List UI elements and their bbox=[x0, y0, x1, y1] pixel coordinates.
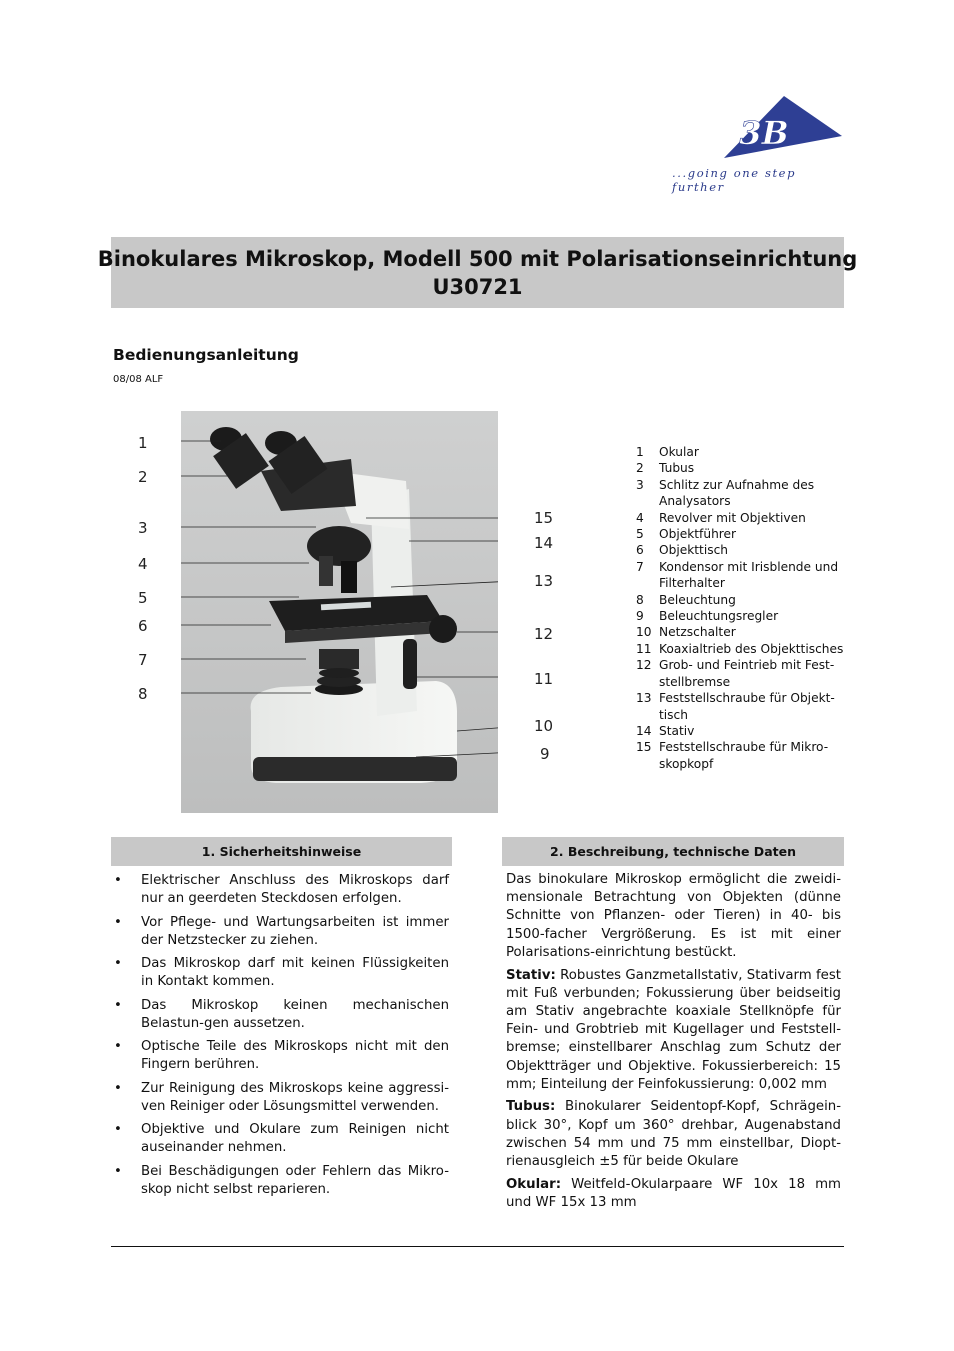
callout-1: 1 bbox=[138, 434, 148, 452]
document-date: 08/08 ALF bbox=[113, 374, 164, 385]
callout-2: 2 bbox=[138, 468, 148, 486]
microscope-photo bbox=[181, 411, 498, 813]
parts-list-item bbox=[636, 542, 846, 558]
callout-6: 6 bbox=[138, 617, 148, 635]
logo-brand: 3B bbox=[739, 114, 789, 152]
callout-14: 14 bbox=[534, 534, 554, 552]
parts-list-item bbox=[636, 723, 846, 739]
safety-item bbox=[111, 1121, 452, 1157]
title-box bbox=[97, 237, 858, 308]
part-number: 1 bbox=[636, 445, 644, 459]
safety-list bbox=[111, 872, 452, 1204]
bullet: • bbox=[114, 914, 122, 930]
callout-10: 10 bbox=[534, 717, 554, 735]
part-number: 4 bbox=[636, 510, 644, 525]
description-intro: Das binokulare Mikroskop ermöglicht die zweidi-mensionale Betrachtung von Objekten (dünne Schnitte von Pflanzen- oder Tieren) in 40- bis 1500-facher Vergrößerung. Es ist mit einer Polarisations-einrichtung bestückt. bbox=[506, 872, 841, 960]
okular-text: Weitfeld-Okularpaare WF 10x 18 mm und WF 15x 13 mm bbox=[506, 1176, 841, 1210]
title-line-2: U30721 bbox=[432, 274, 523, 299]
bullet: • bbox=[114, 1039, 122, 1054]
part-label: Schlitz zur Aufnahme des Analysators bbox=[659, 477, 815, 509]
callout-numbers-right bbox=[534, 411, 574, 813]
description-okular bbox=[506, 1176, 841, 1212]
part-number: 2 bbox=[636, 461, 644, 476]
bullet: • bbox=[114, 873, 122, 888]
callout-7: 7 bbox=[138, 651, 148, 669]
description-tubus bbox=[506, 1098, 841, 1171]
part-label: Tubus bbox=[659, 461, 695, 476]
parts-list-item bbox=[636, 460, 846, 476]
part-label: Grob- und Feintrieb mit Fest-stellbremse bbox=[659, 658, 835, 689]
part-number: 10 bbox=[636, 625, 652, 640]
part-number: 6 bbox=[636, 543, 644, 558]
callout-3: 3 bbox=[138, 519, 148, 537]
safety-item-text: Optische Teile des Mikroskops nicht mit den Fingern berühren. bbox=[141, 1039, 449, 1072]
safety-item-text: Bei Beschädigungen oder Fehlern das Mikro-skop nicht selbst reparieren. bbox=[141, 1163, 449, 1197]
safety-item bbox=[111, 1080, 452, 1116]
description-stativ bbox=[506, 967, 841, 1094]
parts-list-item bbox=[636, 444, 846, 460]
parts-list-item bbox=[636, 526, 846, 542]
logo-tagline: ...going one step further bbox=[672, 166, 797, 194]
safety-item-text: Das Mikroskop keinen mechanischen Belastun-gen aussetzen. bbox=[141, 997, 449, 1031]
document-subtitle: Bedienungsanleitung bbox=[113, 346, 299, 364]
section-heading-safety: 1. Sicherheitshinweise bbox=[111, 837, 452, 866]
parts-list-item bbox=[636, 592, 846, 608]
parts-list-item bbox=[636, 559, 846, 592]
safety-item bbox=[111, 1038, 452, 1074]
part-label: Beleuchtung bbox=[659, 592, 736, 607]
part-label: Objektführer bbox=[659, 527, 737, 542]
safety-item-text: Vor Pflege- und Wartungsarbeiten ist immer der Netzstecker zu ziehen. bbox=[141, 914, 449, 948]
callout-4: 4 bbox=[138, 555, 148, 573]
part-number: 13 bbox=[636, 691, 652, 706]
description-text bbox=[506, 871, 841, 1217]
footer-rule bbox=[111, 1246, 844, 1247]
parts-list-item bbox=[636, 739, 846, 772]
part-number: 9 bbox=[636, 609, 644, 624]
callout-8: 8 bbox=[138, 685, 148, 703]
tubus-label: Tubus: bbox=[506, 1099, 556, 1115]
part-label: Feststellschraube für Objekt-tisch bbox=[659, 691, 835, 722]
safety-item-text: Das Mikroskop darf mit keinen Flüssigkeiten in Kontakt kommen. bbox=[141, 956, 449, 989]
part-label: Objekttisch bbox=[659, 543, 728, 558]
parts-list-item bbox=[636, 641, 846, 657]
callout-11: 11 bbox=[534, 670, 554, 688]
part-label: Koaxialtrieb des Objekttisches bbox=[659, 641, 844, 656]
callout-9: 9 bbox=[540, 745, 550, 763]
title-line-1: Binokulares Mikroskop, Modell 500 mit Polarisationseinrichtung bbox=[97, 246, 858, 271]
safety-item bbox=[111, 955, 452, 991]
part-number: 11 bbox=[636, 641, 652, 656]
stativ-text: Robustes Ganzmetallstativ, Stativarm fest mit Fuß verbunden; Fokussierung über beidseitig am Stativ angebrachte koaxiale Stellknöpfe für Fein- und Grobtrieb mit Kugellager und Feststell-bremse; einstellbarer Anschlag zum Schutz der Objektträger und Objektive. Fokussierbereich: 15 mm; Einteilung der Feinfokussierung: 0,002 mm bbox=[506, 967, 841, 1092]
parts-list-item bbox=[636, 624, 846, 640]
parts-list-item bbox=[636, 510, 846, 526]
part-number: 8 bbox=[636, 592, 644, 607]
parts-list bbox=[636, 444, 846, 772]
part-number: 5 bbox=[636, 527, 644, 542]
safety-item-text: Elektrischer Anschluss des Mikroskops darf nur an geerdeten Steckdosen erfolgen. bbox=[141, 873, 449, 906]
okular-label: Okular: bbox=[506, 1176, 562, 1192]
part-label: Stativ bbox=[659, 723, 695, 738]
callout-13: 13 bbox=[534, 572, 554, 590]
callout-numbers-left bbox=[130, 411, 180, 813]
safety-item bbox=[111, 914, 452, 950]
part-label: Feststellschraube für Mikro-skopkopf bbox=[659, 740, 829, 771]
part-label: Revolver mit Objektiven bbox=[659, 510, 806, 525]
callout-12: 12 bbox=[534, 625, 554, 643]
stativ-label: Stativ: bbox=[506, 967, 556, 983]
tubus-text: Binokularer Seidentopf-Kopf, Schrägein-blick 30°, Kopf um 360° drehbar, Augenabstand zwischen 54 mm und 75 mm einstellbar, Diopt-rienausgleich ±5 für beide Okulare bbox=[506, 1099, 841, 1170]
safety-item bbox=[111, 872, 452, 908]
bullet: • bbox=[114, 997, 122, 1013]
part-label: Kondensor mit Irisblende und Filterhalter bbox=[659, 559, 839, 591]
part-label: Beleuchtungsregler bbox=[659, 609, 779, 624]
safety-item-text: Objektive und Okulare zum Reinigen nicht auseinander nehmen. bbox=[141, 1122, 449, 1155]
callout-15: 15 bbox=[534, 509, 554, 527]
parts-list-item bbox=[636, 690, 846, 723]
safety-item bbox=[111, 997, 452, 1033]
part-number: 12 bbox=[636, 658, 652, 673]
section-heading-description: 2. Beschreibung, technische Daten bbox=[502, 837, 844, 866]
part-label: Okular bbox=[659, 445, 699, 459]
bullet: • bbox=[114, 956, 122, 971]
part-number: 14 bbox=[636, 723, 652, 738]
parts-list-item bbox=[636, 657, 846, 690]
bullet: • bbox=[114, 1080, 122, 1096]
bullet: • bbox=[114, 1122, 122, 1137]
callout-5: 5 bbox=[138, 589, 148, 607]
safety-item bbox=[111, 1163, 452, 1199]
parts-list-item bbox=[636, 608, 846, 624]
part-label: Netzschalter bbox=[659, 625, 736, 640]
part-number: 15 bbox=[636, 740, 652, 755]
bullet: • bbox=[114, 1163, 122, 1179]
part-number: 7 bbox=[636, 559, 644, 574]
parts-list-item bbox=[636, 477, 846, 510]
logo-registered: ® bbox=[824, 128, 834, 139]
safety-item-text: Zur Reinigung des Mikroskops keine aggressi-ven Reiniger oder Lösungsmittel verwenden. bbox=[141, 1080, 449, 1114]
part-number: 3 bbox=[636, 477, 644, 492]
